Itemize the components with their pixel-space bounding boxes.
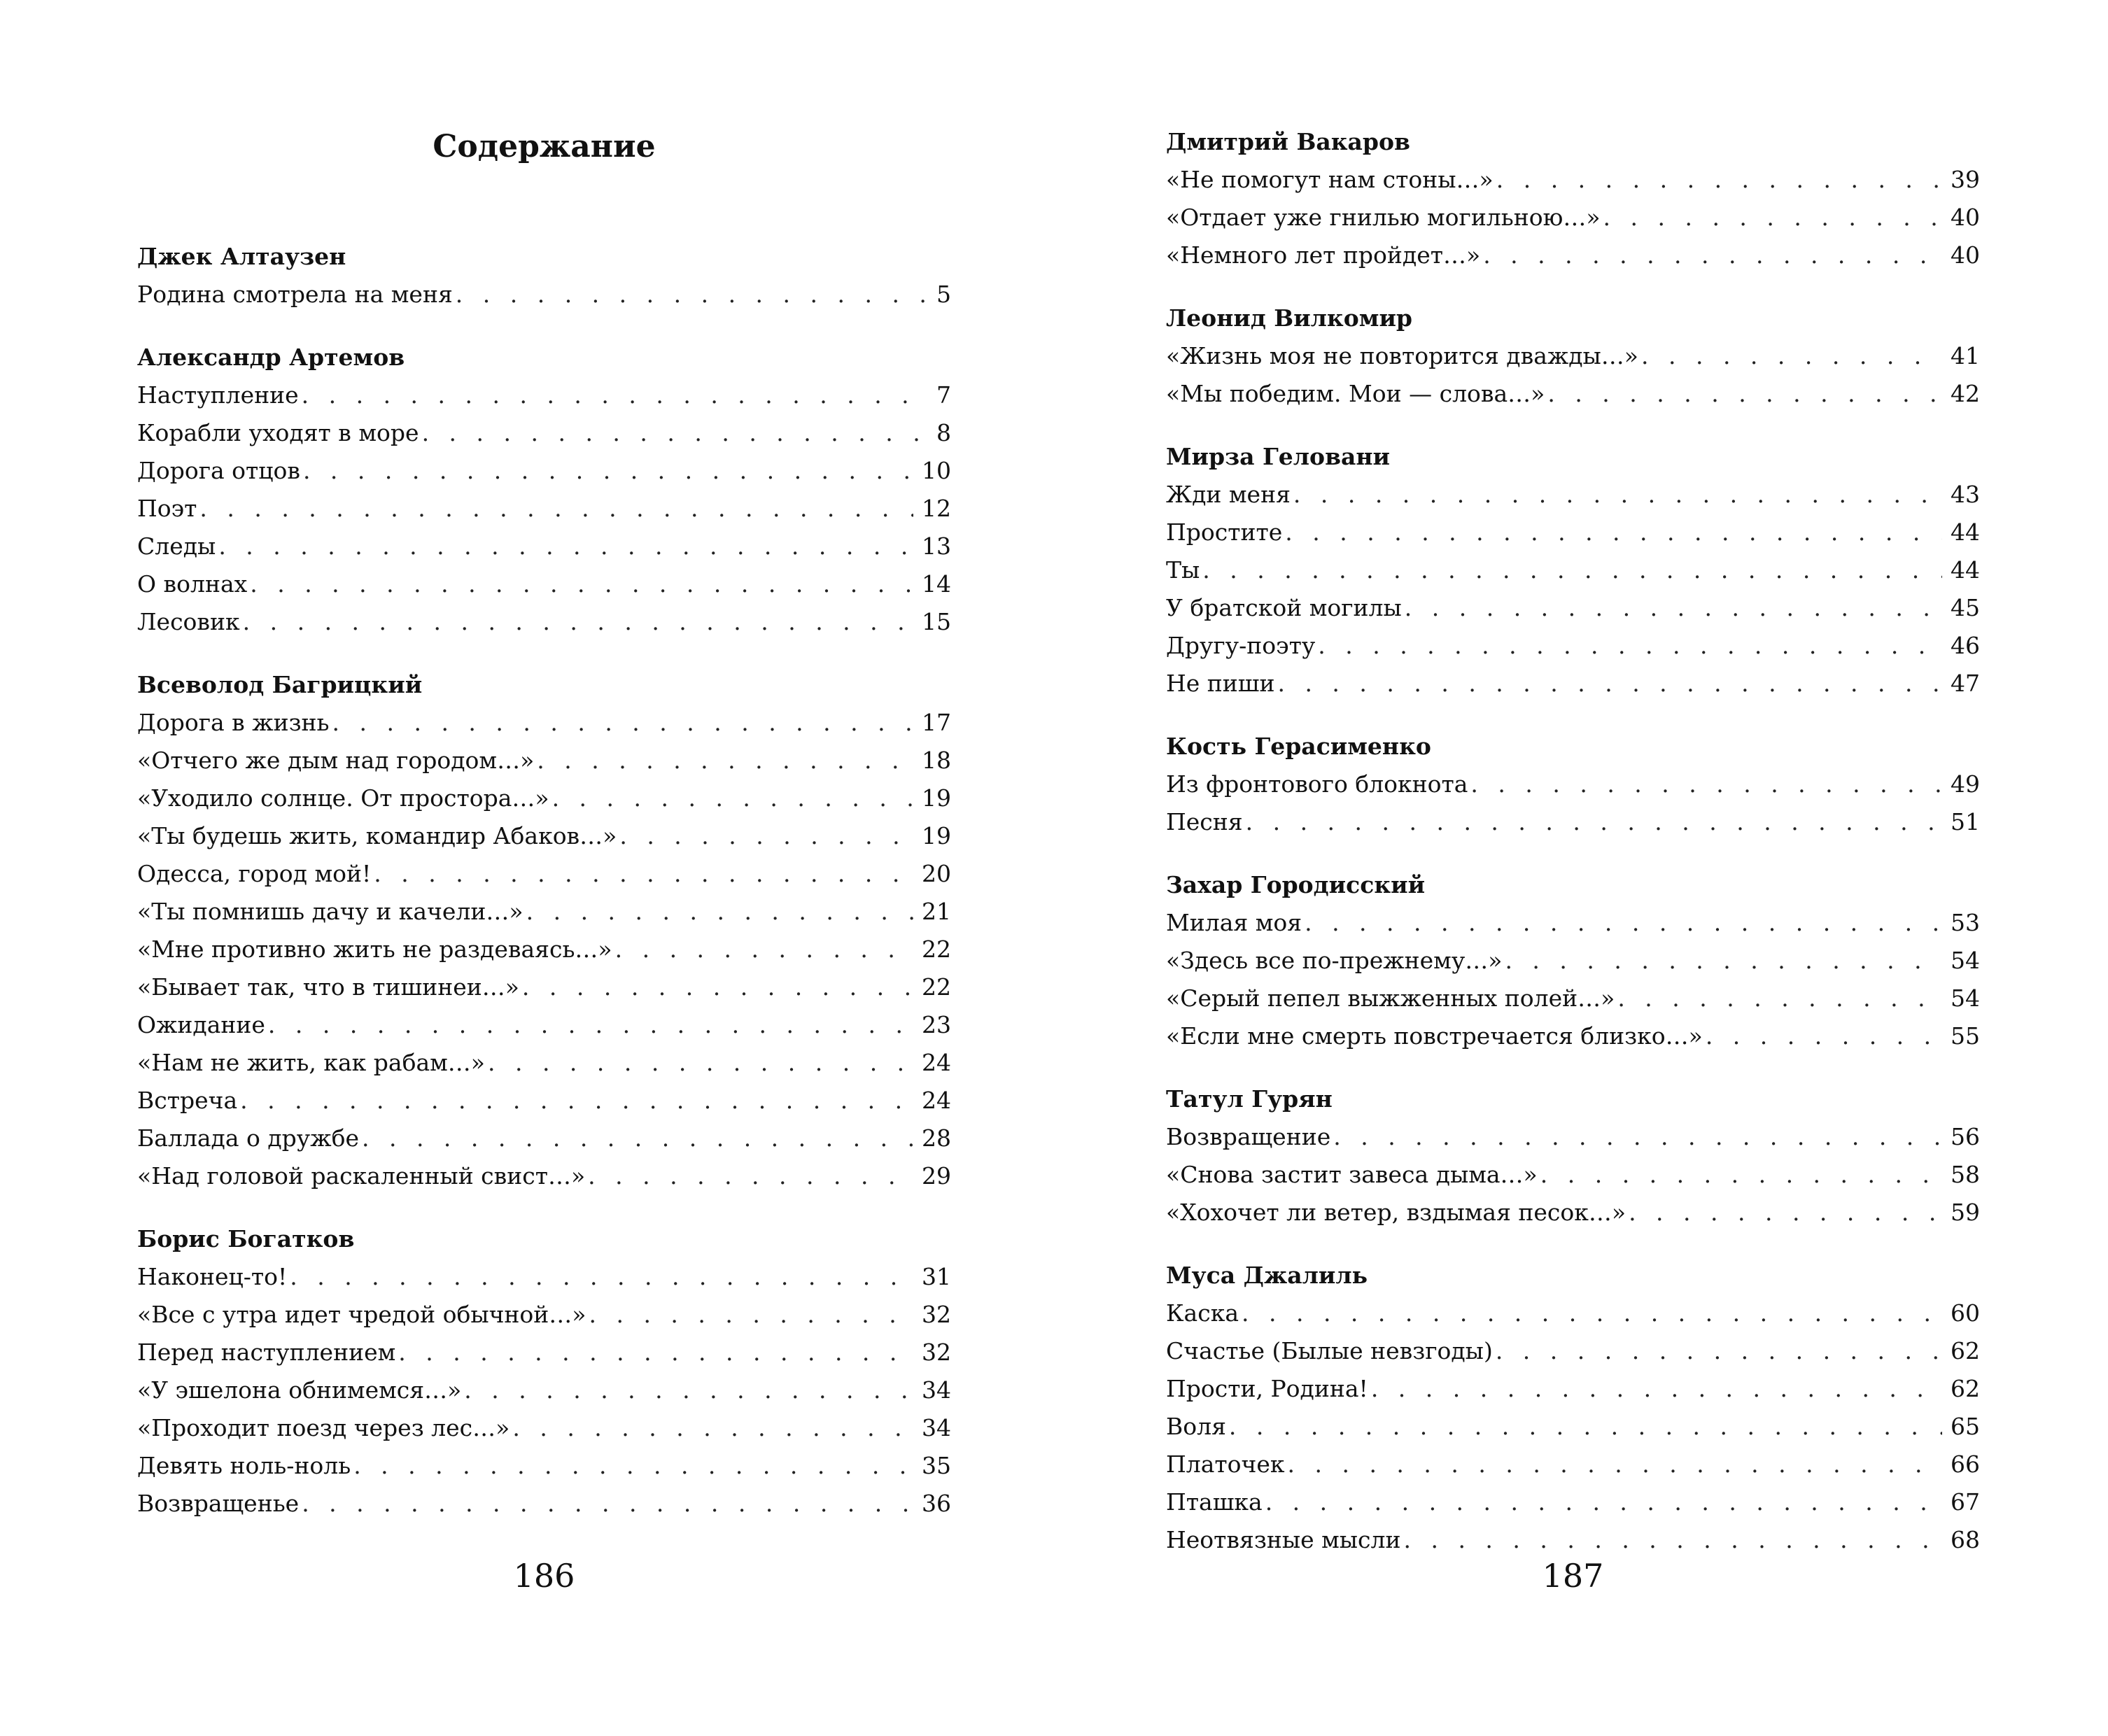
toc-entry — [1166, 1370, 1980, 1408]
dot-leader — [522, 968, 913, 1006]
entry-title: «Серый пепел выжженных полей…» — [1166, 985, 1615, 1012]
toc-entry — [137, 1044, 951, 1082]
dot-leader — [1318, 627, 1942, 665]
entry-title: Наступление — [137, 381, 299, 409]
dot-leader — [1293, 476, 1942, 514]
dot-leader — [1285, 514, 1942, 551]
toc-entry — [137, 742, 951, 779]
entry-page-number: 56 — [1951, 1123, 1980, 1150]
dot-leader — [268, 1006, 913, 1044]
toc-entry — [1166, 904, 1980, 942]
entry-page-number: 28 — [922, 1124, 951, 1152]
toc-section — [1166, 1080, 1980, 1232]
toc-entry — [137, 1082, 951, 1120]
entry-title: «Жизнь моя не повторится дважды…» — [1166, 342, 1639, 369]
dot-leader — [1483, 237, 1942, 274]
entry-title: «Мы победим. Мои — слова…» — [1166, 380, 1545, 407]
toc-entry — [1166, 514, 1980, 551]
toc-entry — [1166, 765, 1980, 803]
dot-leader — [1629, 1194, 1942, 1232]
dot-leader — [1496, 161, 1942, 199]
table-of-contents-left — [137, 238, 951, 1548]
toc-entry — [1166, 1408, 1980, 1446]
entry-title: Корабли уходят в море — [137, 419, 419, 446]
toc-entry — [1166, 627, 1980, 665]
dot-leader — [488, 1044, 913, 1082]
entry-page-number: 18 — [922, 747, 951, 774]
toc-entry — [1166, 337, 1980, 375]
toc-entry — [137, 704, 951, 742]
dot-leader — [302, 1485, 913, 1523]
dot-leader — [1305, 904, 1942, 942]
toc-entry — [137, 1447, 951, 1485]
dot-leader — [1641, 337, 1942, 375]
entry-title: «У эшелона обнимемся…» — [137, 1376, 462, 1404]
entry-title: Ожидание — [137, 1011, 265, 1038]
entry-title: «Мне противно жить не раздеваясь…» — [137, 936, 612, 963]
toc-entry — [137, 1485, 951, 1523]
entry-title: «Хохочет ли ветер, вздымая песок…» — [1166, 1199, 1626, 1226]
entry-page-number: 45 — [1951, 594, 1980, 621]
toc-entry — [137, 1409, 951, 1447]
entry-page-number: 44 — [1951, 556, 1980, 584]
entry-page-number: 65 — [1951, 1413, 1980, 1440]
author-heading: Кость Герасименко — [1166, 733, 1431, 760]
entry-title: Девять ноль-ноль — [137, 1452, 351, 1479]
entry-page-number: 19 — [922, 822, 951, 849]
entry-title: Счастье (Былые невзгоды) — [1166, 1337, 1493, 1364]
entry-page-number: 32 — [922, 1301, 951, 1328]
dot-leader — [250, 565, 913, 603]
entry-page-number: 34 — [922, 1376, 951, 1404]
toc-entry — [1166, 803, 1980, 841]
entry-page-number: 36 — [922, 1490, 951, 1517]
dot-leader — [456, 276, 928, 313]
toc-entry — [1166, 1294, 1980, 1332]
entry-page-number: 29 — [922, 1162, 951, 1190]
entry-title: Прости, Родина! — [1166, 1375, 1368, 1402]
entry-title: «Если мне смерть повстречается близко…» — [1166, 1022, 1703, 1050]
entry-page-number: 68 — [1951, 1526, 1980, 1553]
dot-leader — [332, 704, 913, 742]
entry-title: «Снова застит завеса дыма…» — [1166, 1161, 1538, 1188]
dot-leader — [422, 414, 928, 452]
entry-title: «Отчего же дым над городом…» — [137, 747, 535, 774]
toc-section — [137, 238, 951, 313]
toc-entry — [1166, 199, 1980, 237]
entry-page-number: 32 — [922, 1339, 951, 1366]
entry-page-number: 22 — [922, 936, 951, 963]
entry-title: «Все с утра идет чредой обычной…» — [137, 1301, 586, 1328]
entry-page-number: 14 — [922, 570, 951, 598]
toc-section — [137, 339, 951, 641]
author-heading: Джек Алтаузен — [137, 243, 346, 270]
entry-page-number: 43 — [1951, 481, 1980, 508]
toc-section — [137, 1220, 951, 1523]
entry-title: Дорога в жизнь — [137, 709, 330, 736]
table-of-contents-right — [1166, 123, 1980, 1584]
entry-title: Песня — [1166, 808, 1243, 835]
entry-page-number: 12 — [922, 495, 951, 522]
dot-leader — [290, 1258, 913, 1296]
entry-page-number: 7 — [936, 381, 951, 409]
entry-page-number: 5 — [936, 281, 951, 308]
entry-title: У братской могилы — [1166, 594, 1402, 621]
author-heading: Всеволод Багрицкий — [137, 671, 423, 698]
author-heading: Александр Артемов — [137, 344, 405, 371]
entry-page-number: 54 — [1951, 947, 1980, 974]
toc-entry — [1166, 476, 1980, 514]
toc-entry — [137, 414, 951, 452]
dot-leader — [1706, 1017, 1942, 1055]
entry-page-number: 40 — [1951, 204, 1980, 231]
entry-page-number: 20 — [922, 860, 951, 887]
toc-entry — [137, 490, 951, 528]
dot-leader — [464, 1371, 913, 1409]
entry-title: «Немного лет пройдет…» — [1166, 241, 1481, 269]
entry-page-number: 59 — [1951, 1199, 1980, 1226]
toc-section — [1166, 1257, 1980, 1559]
dot-leader — [1333, 1118, 1942, 1156]
dot-leader — [1265, 1483, 1942, 1521]
entry-page-number: 62 — [1951, 1337, 1980, 1364]
dot-leader — [374, 855, 913, 893]
dot-leader — [619, 817, 913, 855]
entry-page-number: 22 — [922, 973, 951, 1001]
author-heading: Захар Городисский — [1166, 871, 1426, 898]
toc-entry — [1166, 1483, 1980, 1521]
toc-entry — [137, 276, 951, 313]
entry-title: «Ты будешь жить, командир Абаков…» — [137, 822, 617, 849]
dot-leader — [1277, 665, 1942, 703]
toc-entry — [1166, 980, 1980, 1017]
entry-title: Ты — [1166, 556, 1200, 584]
entry-page-number: 60 — [1951, 1299, 1980, 1327]
dot-leader — [302, 376, 928, 414]
entry-title: Следы — [137, 532, 216, 560]
page-title: Содержание — [433, 129, 656, 164]
toc-entry — [137, 603, 951, 641]
dot-leader — [1496, 1332, 1942, 1370]
dot-leader — [1505, 942, 1942, 980]
toc-entry — [137, 452, 951, 490]
entry-title: «Здесь все по-прежнему…» — [1166, 947, 1503, 974]
entry-page-number: 55 — [1951, 1022, 1980, 1050]
toc-section — [1166, 866, 1980, 1055]
entry-page-number: 19 — [922, 784, 951, 812]
entry-title: Платочек — [1166, 1451, 1285, 1478]
dot-leader — [1202, 551, 1942, 589]
toc-entry — [137, 1258, 951, 1296]
entry-title: Лесовик — [137, 608, 240, 635]
entry-page-number: 46 — [1951, 632, 1980, 659]
entry-title: Другу-поэту — [1166, 632, 1316, 659]
toc-entry — [137, 1120, 951, 1157]
entry-page-number: 39 — [1951, 166, 1980, 193]
entry-page-number: 10 — [922, 457, 951, 484]
toc-entry — [137, 931, 951, 968]
entry-title: Одесса, город мой! — [137, 860, 372, 887]
dot-leader — [1371, 1370, 1942, 1408]
toc-entry — [1166, 1521, 1980, 1559]
toc-entry — [1166, 1332, 1980, 1370]
toc-entry — [137, 1006, 951, 1044]
entry-title: Дорога отцов — [137, 457, 300, 484]
entry-page-number: 24 — [922, 1049, 951, 1076]
entry-page-number: 15 — [922, 608, 951, 635]
dot-leader — [303, 452, 913, 490]
toc-entry — [137, 1157, 951, 1195]
author-heading: Муса Джалиль — [1166, 1262, 1368, 1289]
entry-page-number: 41 — [1951, 342, 1980, 369]
entry-page-number: 34 — [922, 1414, 951, 1441]
entry-title: Милая моя — [1166, 909, 1302, 936]
toc-entry — [137, 1296, 951, 1334]
toc-section — [137, 666, 951, 1195]
toc-entry — [1166, 589, 1980, 627]
entry-title: «Проходит поезд через лес…» — [137, 1414, 510, 1441]
toc-entry — [1166, 1017, 1980, 1055]
toc-entry — [137, 779, 951, 817]
toc-entry — [1166, 942, 1980, 980]
dot-leader — [588, 1157, 913, 1195]
toc-section — [1166, 299, 1980, 413]
author-heading: Дмитрий Вакаров — [1166, 128, 1410, 155]
entry-page-number: 42 — [1951, 380, 1980, 407]
toc-entry — [1166, 665, 1980, 703]
entry-title: Поэт — [137, 495, 197, 522]
toc-entry — [137, 1334, 951, 1371]
entry-page-number: 47 — [1951, 670, 1980, 697]
toc-entry — [137, 968, 951, 1006]
entry-title: «Ты помнишь дачу и качели…» — [137, 898, 524, 925]
dot-leader — [243, 603, 913, 641]
entry-page-number: 49 — [1951, 770, 1980, 798]
dot-leader — [552, 779, 913, 817]
toc-section — [1166, 728, 1980, 841]
entry-title: Баллада о дружбе — [137, 1124, 359, 1152]
entry-title: «Над головой раскаленный свист…» — [137, 1162, 586, 1190]
entry-title: Каска — [1166, 1299, 1239, 1327]
toc-entry — [1166, 161, 1980, 199]
dot-leader — [1470, 765, 1942, 803]
toc-entry — [137, 565, 951, 603]
entry-title: Наконец-то! — [137, 1263, 288, 1290]
page-number-right: 187 — [1542, 1557, 1604, 1595]
entry-page-number: 62 — [1951, 1375, 1980, 1402]
entry-page-number: 23 — [922, 1011, 951, 1038]
entry-title: Не пиши — [1166, 670, 1275, 697]
dot-leader — [615, 931, 913, 968]
dot-leader — [240, 1082, 913, 1120]
entry-page-number: 40 — [1951, 241, 1980, 269]
toc-entry — [1166, 1156, 1980, 1194]
dot-leader — [1246, 803, 1942, 841]
toc-entry — [137, 855, 951, 893]
toc-entry — [1166, 237, 1980, 274]
toc-entry — [1166, 1118, 1980, 1156]
entry-page-number: 21 — [922, 898, 951, 925]
entry-page-number: 54 — [1951, 985, 1980, 1012]
dot-leader — [526, 893, 913, 931]
dot-leader — [199, 490, 913, 528]
toc-entry — [1166, 1446, 1980, 1483]
toc-entry — [137, 817, 951, 855]
dot-leader — [589, 1296, 913, 1334]
dot-leader — [1229, 1408, 1942, 1446]
entry-title: О волнах — [137, 570, 248, 598]
entry-title: Простите — [1166, 518, 1283, 546]
entry-title: Жди меня — [1166, 481, 1291, 508]
dot-leader — [218, 528, 913, 565]
dot-leader — [398, 1334, 913, 1371]
dot-leader — [1547, 375, 1942, 413]
entry-title: Воля — [1166, 1413, 1226, 1440]
entry-page-number: 67 — [1951, 1488, 1980, 1516]
dot-leader — [1405, 589, 1942, 627]
entry-title: Встреча — [137, 1087, 238, 1114]
entry-page-number: 51 — [1951, 808, 1980, 835]
dot-leader — [1603, 199, 1942, 237]
dot-leader — [1403, 1521, 1942, 1559]
entry-title: Перед наступлением — [137, 1339, 396, 1366]
dot-leader — [1617, 980, 1942, 1017]
entry-page-number: 8 — [936, 419, 951, 446]
toc-section — [1166, 438, 1980, 703]
entry-title: Возвращение — [1166, 1123, 1331, 1150]
toc-entry — [137, 376, 951, 414]
dot-leader — [362, 1120, 913, 1157]
dot-leader — [1242, 1294, 1942, 1332]
entry-title: Неотвязные мысли — [1166, 1526, 1401, 1553]
entry-page-number: 13 — [922, 532, 951, 560]
author-heading: Леонид Вилкомир — [1166, 304, 1412, 332]
entry-title: Родина смотрела на меня — [137, 281, 453, 308]
entry-page-number: 44 — [1951, 518, 1980, 546]
toc-entry — [137, 528, 951, 565]
toc-entry — [137, 1371, 951, 1409]
entry-title: «Не помогут нам стоны…» — [1166, 166, 1494, 193]
dot-leader — [1540, 1156, 1942, 1194]
entry-page-number: 53 — [1951, 909, 1980, 936]
toc-entry — [137, 893, 951, 931]
dot-leader — [512, 1409, 913, 1447]
entry-page-number: 58 — [1951, 1161, 1980, 1188]
entry-title: «Уходило солнце. От простора…» — [137, 784, 549, 812]
entry-title: «Отдает уже гнилью могильною…» — [1166, 204, 1601, 231]
entry-page-number: 35 — [922, 1452, 951, 1479]
toc-section — [1166, 123, 1980, 274]
entry-title: «Бывает так, что в тишинеи…» — [137, 973, 519, 1001]
author-heading: Борис Богатков — [137, 1225, 355, 1252]
toc-entry — [1166, 1194, 1980, 1232]
toc-entry — [1166, 375, 1980, 413]
author-heading: Мирза Геловани — [1166, 443, 1391, 470]
dot-leader — [537, 742, 913, 779]
entry-page-number: 24 — [922, 1087, 951, 1114]
entry-page-number: 31 — [922, 1263, 951, 1290]
entry-page-number: 66 — [1951, 1451, 1980, 1478]
dot-leader — [353, 1447, 913, 1485]
entry-title: «Нам не жить, как рабам…» — [137, 1049, 485, 1076]
dot-leader — [1288, 1446, 1942, 1483]
author-heading: Татул Гурян — [1166, 1085, 1333, 1113]
toc-entry — [1166, 551, 1980, 589]
entry-title: Из фронтового блокнота — [1166, 770, 1468, 798]
entry-title: Пташка — [1166, 1488, 1263, 1516]
entry-title: Возвращенье — [137, 1490, 300, 1517]
entry-page-number: 17 — [922, 709, 951, 736]
page-number-left: 186 — [513, 1557, 575, 1595]
